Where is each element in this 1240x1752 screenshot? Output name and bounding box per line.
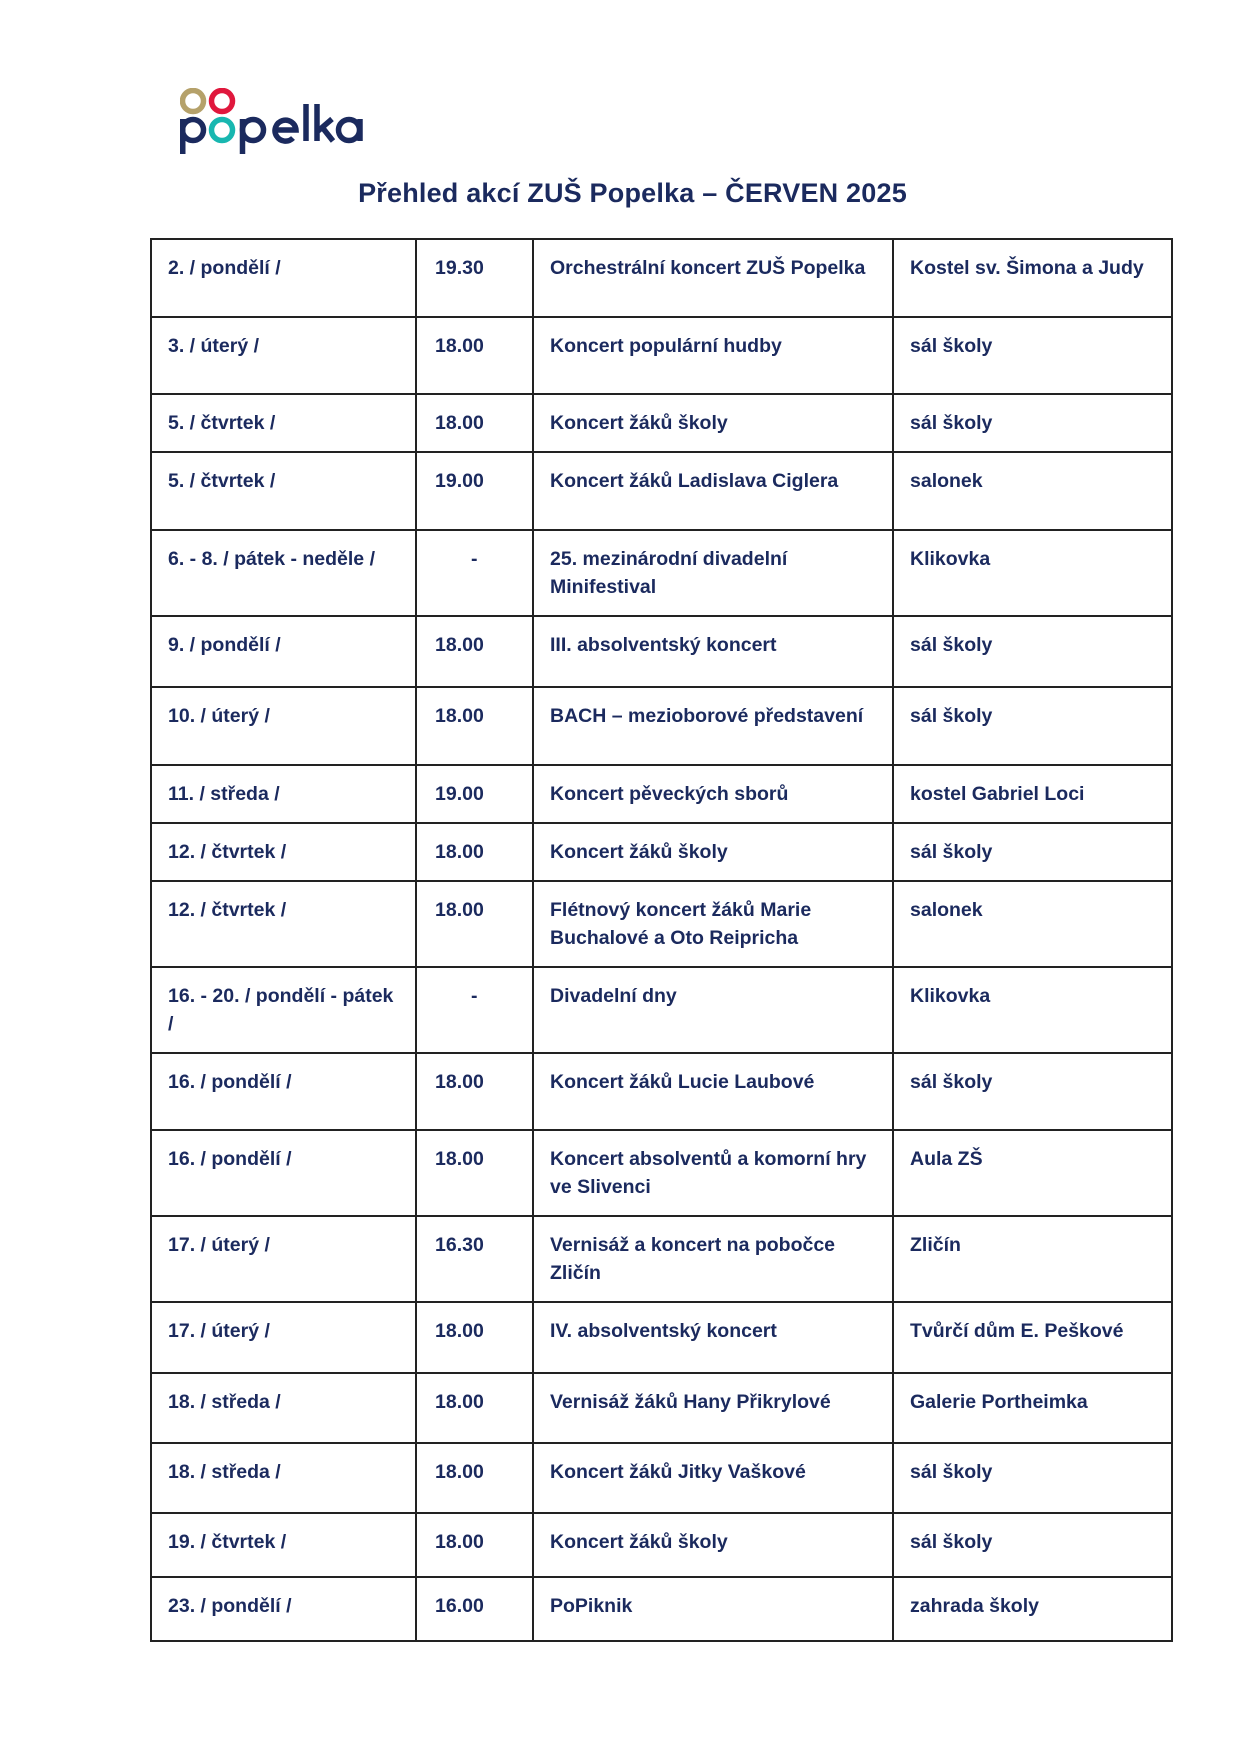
- event-row: [151, 317, 1172, 394]
- event-date: 3. / úterý /: [151, 317, 416, 394]
- event-time: 16.30: [416, 1216, 533, 1302]
- event-place: Kostel sv. Šimona a Judy: [893, 239, 1172, 317]
- event-date: 16. / pondělí /: [151, 1053, 416, 1130]
- event-date: 5. / čtvrtek /: [151, 394, 416, 452]
- events-table: [150, 238, 1173, 1642]
- event-date: 17. / úterý /: [151, 1302, 416, 1373]
- event-place: kostel Gabriel Loci: [893, 765, 1172, 823]
- event-date: 6. - 8. / pátek - neděle /: [151, 530, 416, 616]
- event-date: 19. / čtvrtek /: [151, 1513, 416, 1577]
- event-date: 10. / úterý /: [151, 687, 416, 765]
- event-place: sál školy: [893, 317, 1172, 394]
- event-place: sál školy: [893, 687, 1172, 765]
- event-date: 16. - 20. / pondělí - pátek /: [151, 967, 416, 1053]
- event-date: 17. / úterý /: [151, 1216, 416, 1302]
- event-row: [151, 1373, 1172, 1443]
- event-name: Koncert žáků Lucie Laubové: [533, 1053, 893, 1130]
- event-row: [151, 239, 1172, 317]
- event-place: sál školy: [893, 1053, 1172, 1130]
- event-place: Aula ZŠ: [893, 1130, 1172, 1216]
- event-time: 16.00: [416, 1577, 533, 1641]
- event-name: Koncert populární hudby: [533, 317, 893, 394]
- event-date: 12. / čtvrtek /: [151, 823, 416, 881]
- event-date: 23. / pondělí /: [151, 1577, 416, 1641]
- event-time: 18.00: [416, 394, 533, 452]
- logo-letter-p-bowl: [183, 120, 204, 141]
- event-date: 18. / středa /: [151, 1443, 416, 1513]
- event-date: 16. / pondělí /: [151, 1130, 416, 1216]
- event-place: sál školy: [893, 823, 1172, 881]
- event-time: -: [416, 530, 533, 616]
- event-date: 5. / čtvrtek /: [151, 452, 416, 530]
- event-row: [151, 530, 1172, 616]
- event-name: 25. mezinárodní divadelní Minifestival: [533, 530, 893, 616]
- event-date: 12. / čtvrtek /: [151, 881, 416, 967]
- popelka-logo-mark: [180, 88, 400, 168]
- event-row: [151, 823, 1172, 881]
- event-date: 18. / středa /: [151, 1373, 416, 1443]
- logo-circle-teal: [212, 120, 233, 141]
- event-time: 18.00: [416, 881, 533, 967]
- popelka-logo: [180, 88, 400, 168]
- event-row: [151, 394, 1172, 452]
- event-time: 18.00: [416, 616, 533, 687]
- event-name: Koncert žáků školy: [533, 1513, 893, 1577]
- event-time: 18.00: [416, 317, 533, 394]
- event-name: Koncert žáků školy: [533, 823, 893, 881]
- event-time: 18.00: [416, 1130, 533, 1216]
- event-row: [151, 1053, 1172, 1130]
- event-name: Divadelní dny: [533, 967, 893, 1053]
- event-place: Tvůrčí dům E. Peškové: [893, 1302, 1172, 1373]
- event-name: BACH – mezioborové představení: [533, 687, 893, 765]
- event-date: 9. / pondělí /: [151, 616, 416, 687]
- events-table-body: [151, 239, 1172, 1641]
- event-time: 19.00: [416, 765, 533, 823]
- event-row: [151, 765, 1172, 823]
- event-name: Koncert žáků Ladislava Ciglera: [533, 452, 893, 530]
- event-place: Galerie Portheimka: [893, 1373, 1172, 1443]
- event-place: Klikovka: [893, 530, 1172, 616]
- event-name: Koncert pěveckých sborů: [533, 765, 893, 823]
- event-place: sál školy: [893, 1443, 1172, 1513]
- logo-circle-red: [212, 91, 233, 112]
- logo-circle-gold: [183, 91, 204, 112]
- event-row: [151, 616, 1172, 687]
- event-place: sál školy: [893, 616, 1172, 687]
- event-row: [151, 1216, 1172, 1302]
- event-row: [151, 1513, 1172, 1577]
- event-time: 18.00: [416, 1053, 533, 1130]
- event-time: -: [416, 967, 533, 1053]
- event-place: salonek: [893, 881, 1172, 967]
- event-time: 19.00: [416, 452, 533, 530]
- event-time: 18.00: [416, 823, 533, 881]
- event-date: 11. / středa /: [151, 765, 416, 823]
- event-name: Vernisáž žáků Hany Přikrylové: [533, 1373, 893, 1443]
- event-row: [151, 881, 1172, 967]
- event-time: 19.30: [416, 239, 533, 317]
- event-name: Orchestrální koncert ZUŠ Popelka: [533, 239, 893, 317]
- logo-letter-p-stem: [180, 119, 186, 154]
- event-place: Zličín: [893, 1216, 1172, 1302]
- event-name: Koncert žáků Jitky Vaškové: [533, 1443, 893, 1513]
- event-time: 18.00: [416, 1513, 533, 1577]
- event-name: IV. absolventský koncert: [533, 1302, 893, 1373]
- event-place: sál školy: [893, 394, 1172, 452]
- event-place: zahrada školy: [893, 1577, 1172, 1641]
- event-row: [151, 452, 1172, 530]
- page-title: Přehled akcí ZUŠ Popelka – ČERVEN 2025: [358, 178, 907, 208]
- event-row: [151, 1443, 1172, 1513]
- event-time: 18.00: [416, 1443, 533, 1513]
- event-row: [151, 1130, 1172, 1216]
- event-time: 18.00: [416, 687, 533, 765]
- event-place: sál školy: [893, 1513, 1172, 1577]
- event-name: Koncert absolventů a komorní hry ve Slivenci: [533, 1130, 893, 1216]
- event-row: [151, 1577, 1172, 1641]
- event-name: Flétnový koncert žáků Marie Buchalové a Oto Reipricha: [533, 881, 893, 967]
- event-place: Klikovka: [893, 967, 1172, 1053]
- event-name: Vernisáž a koncert na pobočce Zličín: [533, 1216, 893, 1302]
- event-row: [151, 1302, 1172, 1373]
- event-name: PoPiknik: [533, 1577, 893, 1641]
- event-row: [151, 687, 1172, 765]
- logo-letters-pelka: [243, 104, 361, 154]
- event-time: 18.00: [416, 1373, 533, 1443]
- event-name: III. absolventský koncert: [533, 616, 893, 687]
- event-place: salonek: [893, 452, 1172, 530]
- event-name: Koncert žáků školy: [533, 394, 893, 452]
- event-row: [151, 967, 1172, 1053]
- event-date: 2. / pondělí /: [151, 239, 416, 317]
- event-time: 18.00: [416, 1302, 533, 1373]
